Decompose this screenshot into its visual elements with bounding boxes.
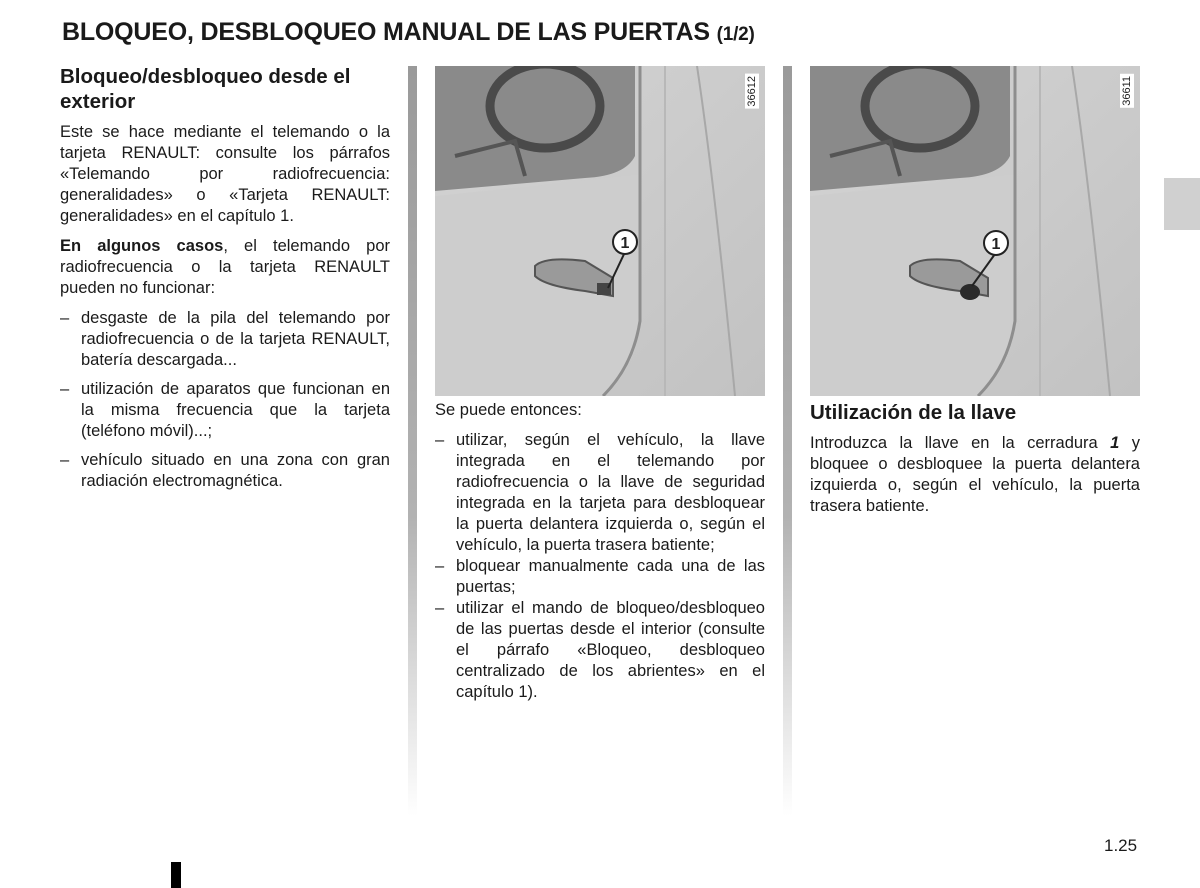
key-text-before: Introduzca la llave en la cerradura xyxy=(810,434,1111,452)
options-list xyxy=(435,430,765,703)
callout-label: 1 xyxy=(620,235,630,252)
page-title-text: BLOQUEO, DESBLOQUEO MANUAL DE LAS PUERTAS xyxy=(62,18,710,46)
options-intro: Se puede entonces: xyxy=(435,401,582,419)
section-heading-key: Utilización de la llave xyxy=(810,401,1017,424)
key-paragraph xyxy=(810,433,1140,517)
figure-door-handle-key-in xyxy=(435,66,765,396)
note-text: , el telemando por radiofrecuencia o la tarjeta RENAULT pueden no funcionar: xyxy=(60,237,390,297)
list-item: – desgaste de la pila del telemando por radiofrecuencia o de la tarjeta RENAULT, batería descargada... xyxy=(60,308,390,371)
page-title-part: (1/2) xyxy=(716,24,755,45)
door-illustration xyxy=(435,66,765,396)
list-item: – utilización de aparatos que funcionan en la misma frecuencia que la tarjeta (teléfono móvil)...; xyxy=(60,379,390,442)
figure-number: 36611 xyxy=(1121,76,1133,106)
door-illustration xyxy=(810,66,1140,396)
list-item: – bloquear manualmente cada una de las puertas; xyxy=(435,556,765,598)
section-intro-paragraph: Este se hace mediante el telemando o la tarjeta RENAULT: consulte los párrafos «Telemando por radiofrecuencia: generalidades» o «Tarjeta RENAULT: generalidades» en el capítulo 1. xyxy=(60,123,390,225)
page-number: 1.25 xyxy=(1104,836,1138,855)
print-edge-mark xyxy=(171,862,181,888)
note-paragraph xyxy=(60,236,390,299)
column-left xyxy=(60,64,390,500)
callout-label: 1 xyxy=(991,236,1001,253)
list-item: – utilizar el mando de bloqueo/desbloqueo de las puertas desde el interior (consulte el párrafo «Bloqueo, desbloqueo centralizado de los abrientes» en el capítulo 1). xyxy=(435,598,765,703)
key-text-after: y bloquee o desbloquee la puerta delantera izquierda o, según el vehículo, la puerta trasera batiente. xyxy=(810,434,1140,515)
figure-number: 36612 xyxy=(746,76,758,107)
column-divider xyxy=(408,66,417,816)
callout-reference: 1 xyxy=(1110,434,1120,452)
column-middle xyxy=(435,400,765,703)
column-divider xyxy=(783,66,792,816)
chapter-tab xyxy=(1164,178,1200,230)
figure-door-handle-lock xyxy=(810,66,1140,396)
list-item: – vehículo situado en una zona con gran radiación electromagnética. xyxy=(60,450,390,492)
list-item: – utilizar, según el vehículo, la llave integrada en el telemando por radiofrecuencia o la llave de seguridad integrada en la tarjeta para desbloquear la puerta delantera izquierda o, según el vehículo, la puerta trasera batiente; xyxy=(435,430,765,556)
column-right xyxy=(810,400,1140,526)
note-bold: En algunos casos xyxy=(60,237,224,255)
failure-cause-list xyxy=(60,308,390,492)
section-heading-exterior: Bloqueo/desbloqueo desde el exterior xyxy=(60,65,351,113)
page-title xyxy=(62,18,1142,47)
